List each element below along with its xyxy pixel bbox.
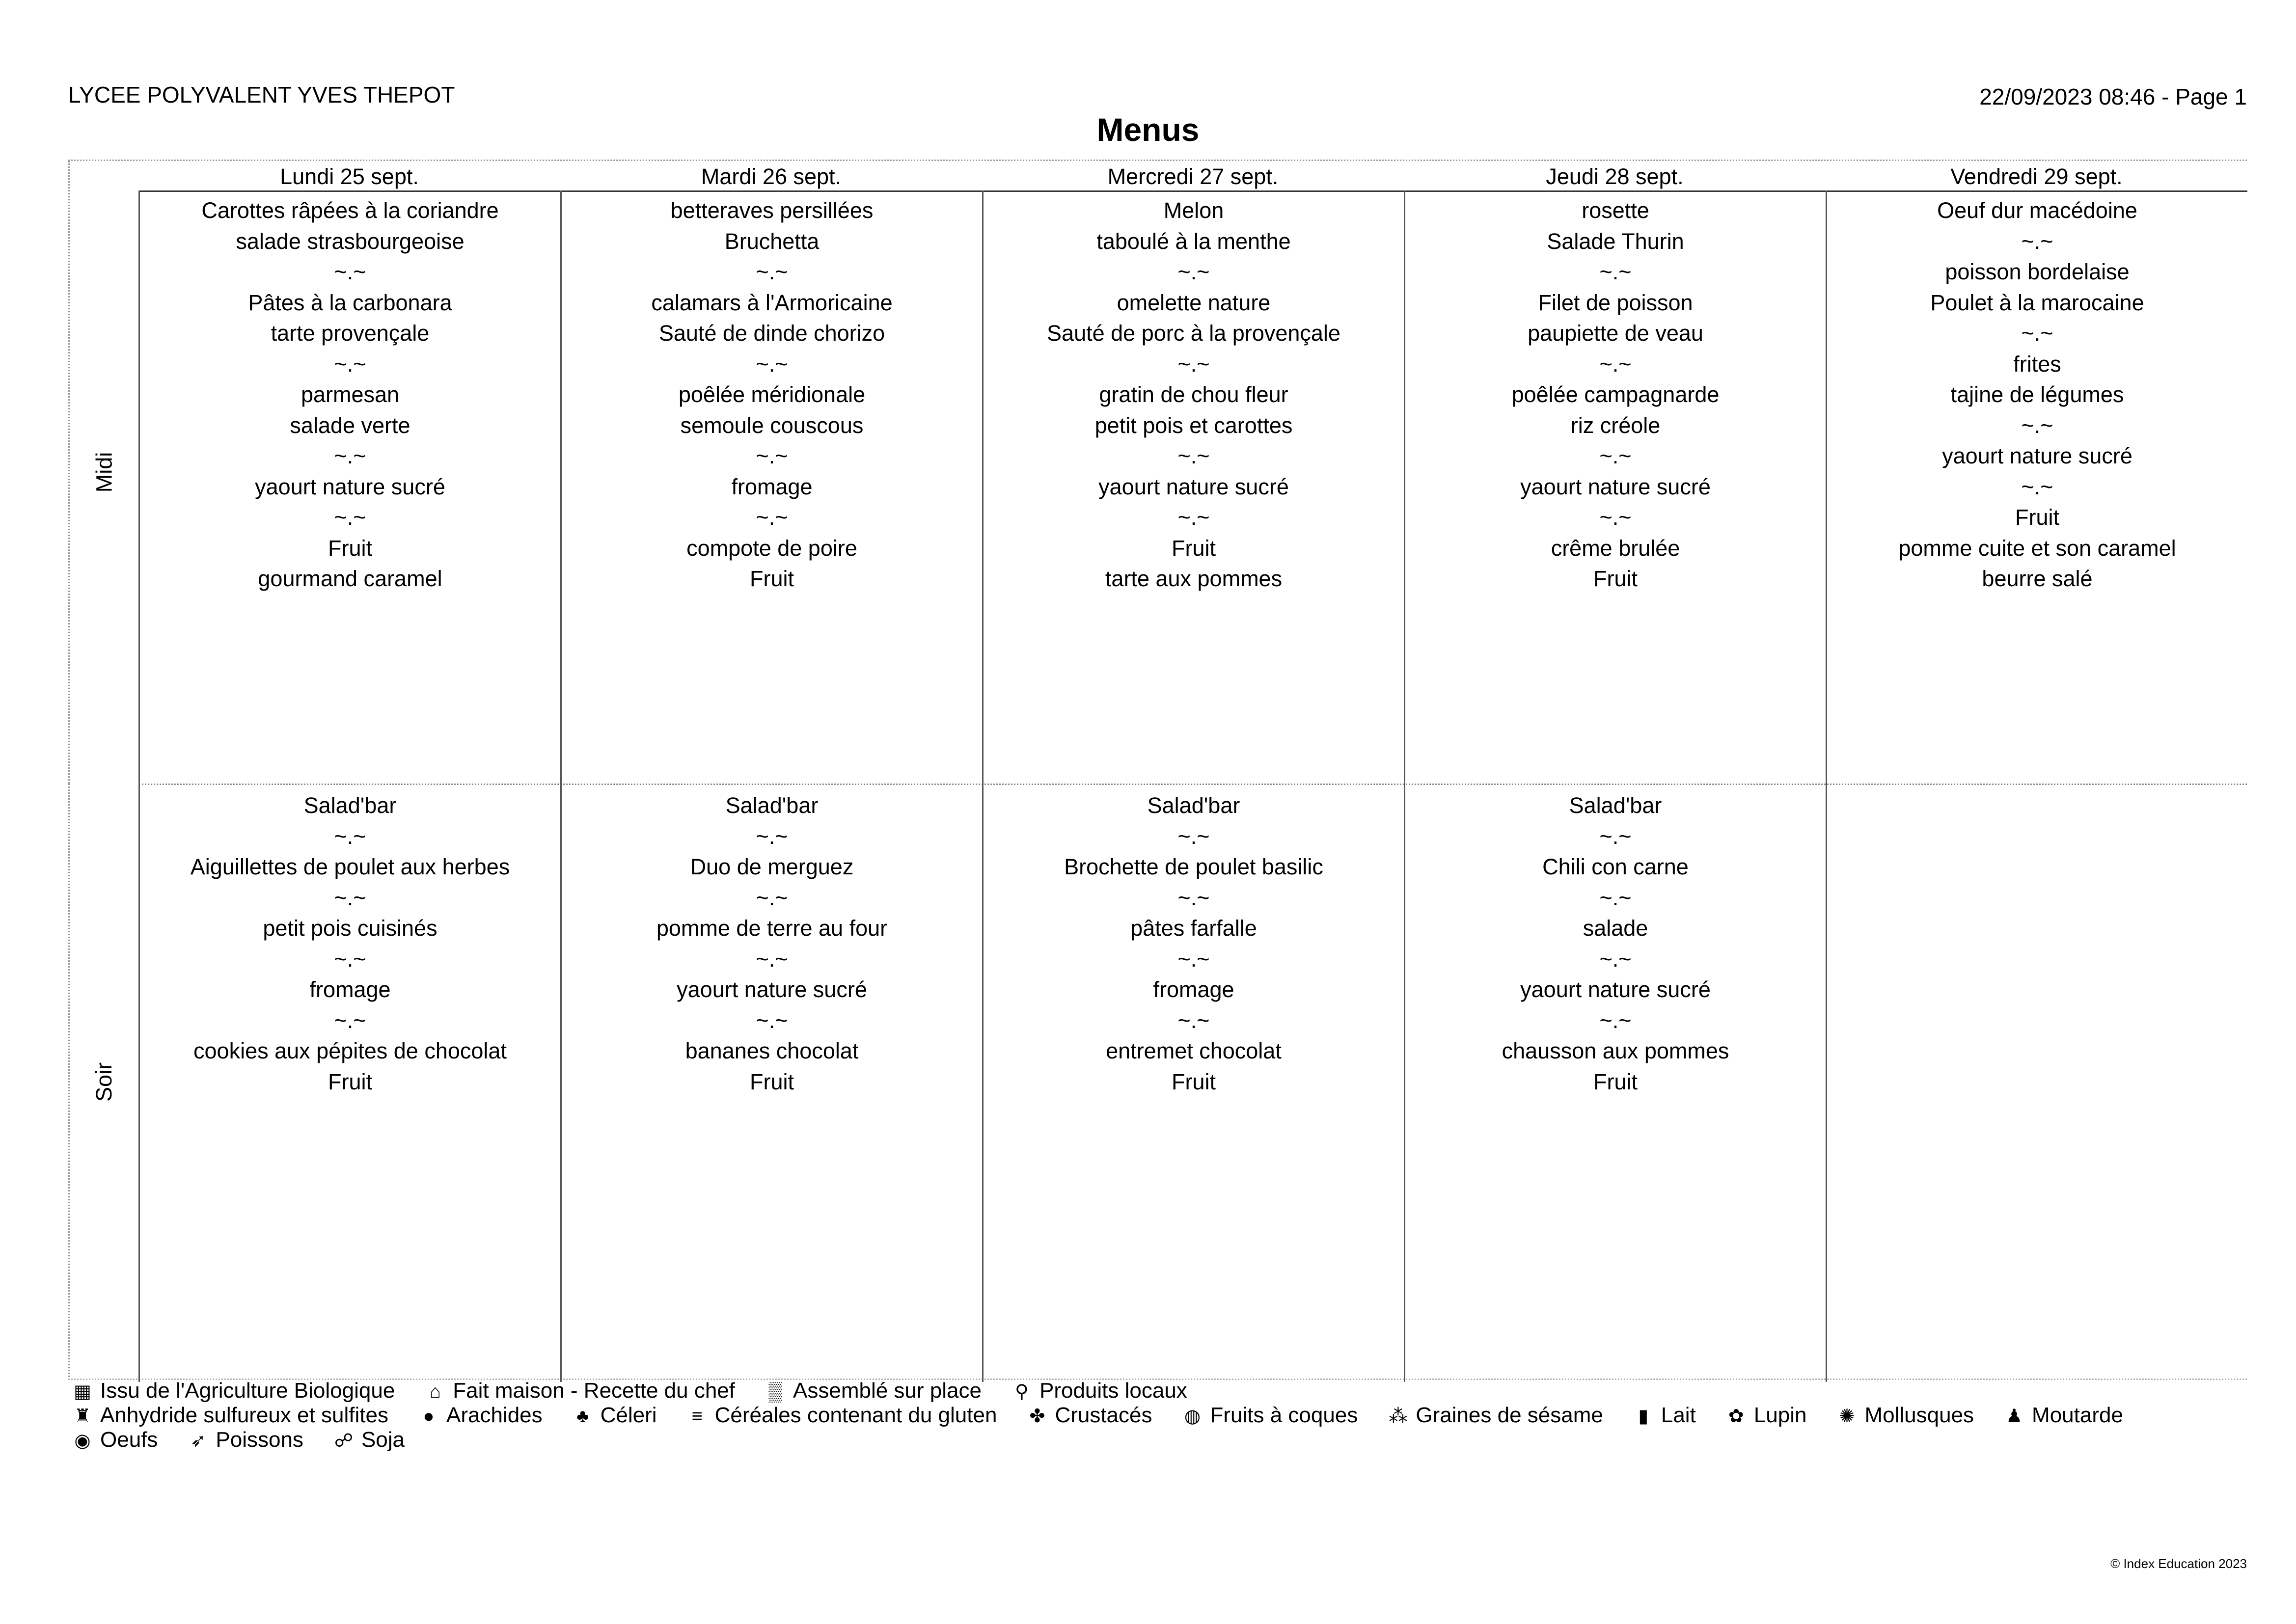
menu-item: ~.~ [2021, 228, 2053, 254]
menu-item: ~.~ [1177, 443, 1210, 468]
legend-label: Graines de sésame [1416, 1403, 1603, 1427]
menu-item: ~.~ [1177, 1007, 1210, 1033]
gluten-icon: ≡ [691, 1406, 703, 1427]
menu-item: ~.~ [1177, 259, 1210, 284]
menu-item: Fruit [1593, 566, 1638, 591]
legend-item [1182, 1403, 1358, 1429]
legend-label: Soja [361, 1428, 405, 1452]
location-pin-icon: ⚲ [1015, 1381, 1029, 1402]
menu-item: ~.~ [2021, 474, 2053, 499]
nut-icon: ◍ [1184, 1406, 1201, 1427]
menu-item: parmesan [301, 382, 400, 407]
menu-item: ~.~ [756, 946, 788, 972]
menu-item: ~.~ [334, 443, 366, 468]
menu-item: Fruit [328, 1069, 372, 1094]
menu-item: ~.~ [1599, 885, 1632, 910]
menu-item: fromage [1153, 977, 1234, 1002]
menu-item: Poulet à la marocaine [1930, 290, 2144, 315]
menu-item: Fruit [750, 1069, 794, 1094]
legend-label: Assemblé sur place [793, 1379, 982, 1403]
menu-item: yaourt nature sucré [677, 977, 867, 1002]
fish-icon: ➶ [190, 1431, 206, 1451]
legend-item [686, 1403, 997, 1429]
milk-icon: ▮ [1638, 1406, 1649, 1427]
legend-item [1011, 1379, 1187, 1404]
mustard-icon: ♟ [2006, 1406, 2023, 1427]
menu-item: Salad'bar [725, 793, 819, 818]
menu-item: petit pois et carottes [1094, 412, 1293, 438]
legend-item [1026, 1403, 1152, 1429]
legend-label: Fruits à coques [1210, 1403, 1358, 1427]
menu-item: beurre salé [1982, 566, 2093, 591]
menu-item: pomme de terre au four [656, 916, 888, 941]
menu-item: ~.~ [334, 885, 366, 910]
legend-item [187, 1428, 303, 1453]
menu-item: pâtes farfalle [1130, 916, 1257, 941]
menu-item: petit pois cuisinés [263, 916, 437, 941]
legend-label: Mollusques [1864, 1403, 1974, 1427]
menu-item: Bruchetta [724, 228, 820, 254]
menu-item: taboulé à la menthe [1096, 228, 1291, 254]
legend-item [765, 1379, 982, 1404]
menu-item: tarte provençale [271, 321, 430, 346]
menu-item: ~.~ [1599, 1007, 1632, 1033]
menu-item: ~.~ [1177, 885, 1210, 910]
menu-item: Fruit [1172, 535, 1216, 561]
menu-item: yaourt nature sucré [1098, 474, 1289, 499]
menu-cell-midi [982, 190, 1404, 785]
menu-item: Fruit [1593, 1069, 1638, 1094]
menu-item: ~.~ [756, 259, 788, 284]
legend-label: Poissons [216, 1428, 303, 1452]
menu-item: yaourt nature sucré [1520, 474, 1711, 499]
menu-item: tajine de légumes [1950, 382, 2124, 407]
legend-label: Lupin [1753, 1403, 1807, 1427]
menu-item: Sauté de dinde chorizo [658, 321, 885, 346]
menu-item: pomme cuite et son caramel [1898, 535, 2176, 561]
menu-item: Salad'bar [1147, 793, 1240, 818]
menu-item: Carottes râpées à la coriandre [201, 198, 499, 223]
menu-item: ~.~ [756, 505, 788, 530]
menu-item: poisson bordelaise [1945, 259, 2130, 284]
menu-cell-soir [560, 785, 982, 1382]
legend-row [72, 1428, 2232, 1452]
legend-item [333, 1428, 405, 1453]
menu-item: semoule couscous [680, 412, 864, 438]
legend-label: Céleri [600, 1403, 657, 1427]
soy-icon: ☍ [334, 1431, 354, 1451]
menu-item: ~.~ [1599, 443, 1632, 468]
menu-item: Salade Thurin [1547, 228, 1684, 254]
menu-item: entremet chocolat [1106, 1038, 1282, 1063]
allergen-legend [72, 1379, 2232, 1452]
menu-item: tarte aux pommes [1105, 566, 1283, 591]
menu-item: salade [1583, 916, 1648, 941]
menu-item: Fruit [328, 535, 372, 561]
legend-label: Oeufs [100, 1428, 158, 1452]
menu-item: ~.~ [756, 1007, 788, 1033]
menu-item: salade strasbourgeoise [236, 228, 465, 254]
legend-item [1387, 1403, 1603, 1429]
menu-item: chausson aux pommes [1502, 1038, 1729, 1063]
menu-item: ~.~ [1599, 505, 1632, 530]
peanut-icon: ● [423, 1406, 435, 1427]
menu-item: yaourt nature sucré [1942, 443, 2132, 468]
menu-item: yaourt nature sucré [255, 474, 445, 499]
menu-item: Aiguillettes de poulet aux herbes [190, 854, 510, 879]
menu-cell-soir [1404, 785, 1826, 1382]
menu-item: ~.~ [1599, 946, 1632, 972]
menu-item: gratin de chou fleur [1099, 382, 1288, 407]
house-icon: ⌂ [429, 1381, 441, 1402]
menu-cell-midi [1826, 190, 2247, 785]
menu-item: ~.~ [2021, 321, 2053, 346]
menu-item: Fruit [2015, 505, 2059, 530]
menu-item: fromage [309, 977, 391, 1002]
menu-item: ~.~ [1177, 823, 1210, 849]
day-header: Lundi 25 sept. [138, 163, 560, 192]
menu-item: fromage [731, 474, 813, 499]
menu-item: paupiette de veau [1528, 321, 1703, 346]
egg-icon: ◉ [74, 1431, 91, 1451]
menu-item: salade verte [290, 412, 410, 438]
menu-item: ~.~ [334, 259, 366, 284]
page-title: Menus [1096, 111, 1200, 148]
day-header: Mardi 26 sept. [560, 163, 982, 192]
period-label-midi [68, 161, 138, 784]
menu-item: frites [2013, 351, 2061, 377]
menu-cell-midi [138, 190, 560, 785]
school-name: LYCEE POLYVALENT YVES THEPOT [68, 82, 455, 108]
menu-item: riz créole [1570, 412, 1661, 438]
legend-label: Fait maison - Recette du chef [453, 1379, 736, 1403]
legend-label: Produits locaux [1039, 1379, 1187, 1403]
legend-item [1725, 1403, 1807, 1429]
legend-item [418, 1403, 543, 1429]
menu-item: poêlée méridionale [678, 382, 866, 407]
menu-item: cookies aux pépites de chocolat [193, 1038, 507, 1063]
legend-item [72, 1428, 158, 1453]
menu-item: ~.~ [1177, 946, 1210, 972]
menu-item: ~.~ [2021, 412, 2053, 438]
legend-item [424, 1379, 735, 1404]
menu-item: betteraves persillées [670, 198, 874, 223]
legend-item [1836, 1403, 1974, 1429]
menu-item: bananes chocolat [685, 1038, 859, 1063]
menu-item: Salad'bar [303, 793, 397, 818]
copyright: © Index Education 2023 [2110, 1556, 2247, 1571]
legend-item [1633, 1403, 1696, 1429]
day-header: Jeudi 28 sept. [1404, 163, 1826, 192]
menu-item: ~.~ [1599, 823, 1632, 849]
menu-item: ~.~ [334, 823, 366, 849]
legend-label: Anhydride sulfureux et sulfites [100, 1403, 388, 1427]
menu-item: ~.~ [756, 823, 788, 849]
day-header: Mercredi 27 sept. [982, 163, 1404, 192]
sesame-icon: ⁂ [1389, 1406, 1408, 1427]
period-midi-text: Midi [91, 452, 116, 493]
menu-item: ~.~ [756, 885, 788, 910]
legend-row [72, 1403, 2232, 1428]
menu-item: Salad'bar [1569, 793, 1662, 818]
day-header: Vendredi 29 sept. [1826, 163, 2247, 192]
assembled-icon: ▒ [768, 1381, 782, 1402]
menu-item: ~.~ [334, 946, 366, 972]
menu-cell-midi [560, 190, 982, 785]
menu-item: crême brulée [1551, 535, 1680, 561]
menu-item: ~.~ [1177, 505, 1210, 530]
menu-item: Chili con carne [1542, 854, 1689, 879]
menu-item: poêlée campagnarde [1511, 382, 1720, 407]
legend-label: Crustacés [1055, 1403, 1152, 1427]
menu-item: ~.~ [334, 351, 366, 377]
legend-item [2003, 1403, 2123, 1429]
menu-item: Filet de poisson [1538, 290, 1693, 315]
mollusc-icon: ✺ [1839, 1406, 1855, 1427]
menu-item: Fruit [1172, 1069, 1216, 1094]
menu-item: ~.~ [1599, 259, 1632, 284]
legend-label: Issu de l'Agriculture Biologique [100, 1379, 395, 1403]
print-date-page: 22/09/2023 08:46 - Page 1 [1979, 84, 2247, 109]
legend-label: Moutarde [2032, 1403, 2123, 1427]
menu-item: compote de poire [686, 535, 857, 561]
menu-item: gourmand caramel [258, 566, 442, 591]
menu-item: yaourt nature sucré [1520, 977, 1711, 1002]
legend-item [72, 1403, 388, 1429]
menu-item: Duo de merguez [690, 854, 854, 879]
period-label-soir [68, 784, 138, 1380]
legend-item [72, 1379, 395, 1404]
menu-cell-soir [138, 785, 560, 1382]
menu-item: Brochette de poulet basilic [1064, 854, 1323, 879]
menu-cell-midi [1404, 190, 1826, 785]
menu-item: Sauté de porc à la provençale [1047, 321, 1340, 346]
menu-item: Fruit [750, 566, 794, 591]
legend-label: Céréales contenant du gluten [714, 1403, 997, 1427]
legend-label: Arachides [446, 1403, 543, 1427]
legend-row [72, 1379, 2232, 1403]
menu-item: ~.~ [334, 1007, 366, 1033]
legend-item [572, 1403, 657, 1429]
menu-item: omelette nature [1117, 290, 1271, 315]
menu-grid [68, 160, 2247, 1380]
menu-cell-soir [982, 785, 1404, 1382]
crustacean-icon: ✤ [1029, 1406, 1045, 1427]
period-soir-text: Soir [91, 1062, 116, 1102]
menu-item: ~.~ [756, 443, 788, 468]
organic-icon: ▦ [74, 1381, 91, 1402]
menu-item: ~.~ [1177, 351, 1210, 377]
menu-item: calamars à l'Armoricaine [651, 290, 893, 315]
menu-item: ~.~ [334, 505, 366, 530]
menu-item: Pâtes à la carbonara [248, 290, 452, 315]
sulfite-icon: ♜ [74, 1406, 91, 1427]
lupin-icon: ✿ [1728, 1406, 1744, 1427]
menu-item: rosette [1582, 198, 1649, 223]
menu-item: Oeuf dur macédoine [1937, 198, 2137, 223]
legend-label: Lait [1661, 1403, 1696, 1427]
menu-cell-soir [1826, 785, 2247, 1382]
celery-icon: ♣ [576, 1406, 589, 1427]
menu-item: ~.~ [756, 351, 788, 377]
menu-item: ~.~ [1599, 351, 1632, 377]
menu-item: Melon [1163, 198, 1224, 223]
